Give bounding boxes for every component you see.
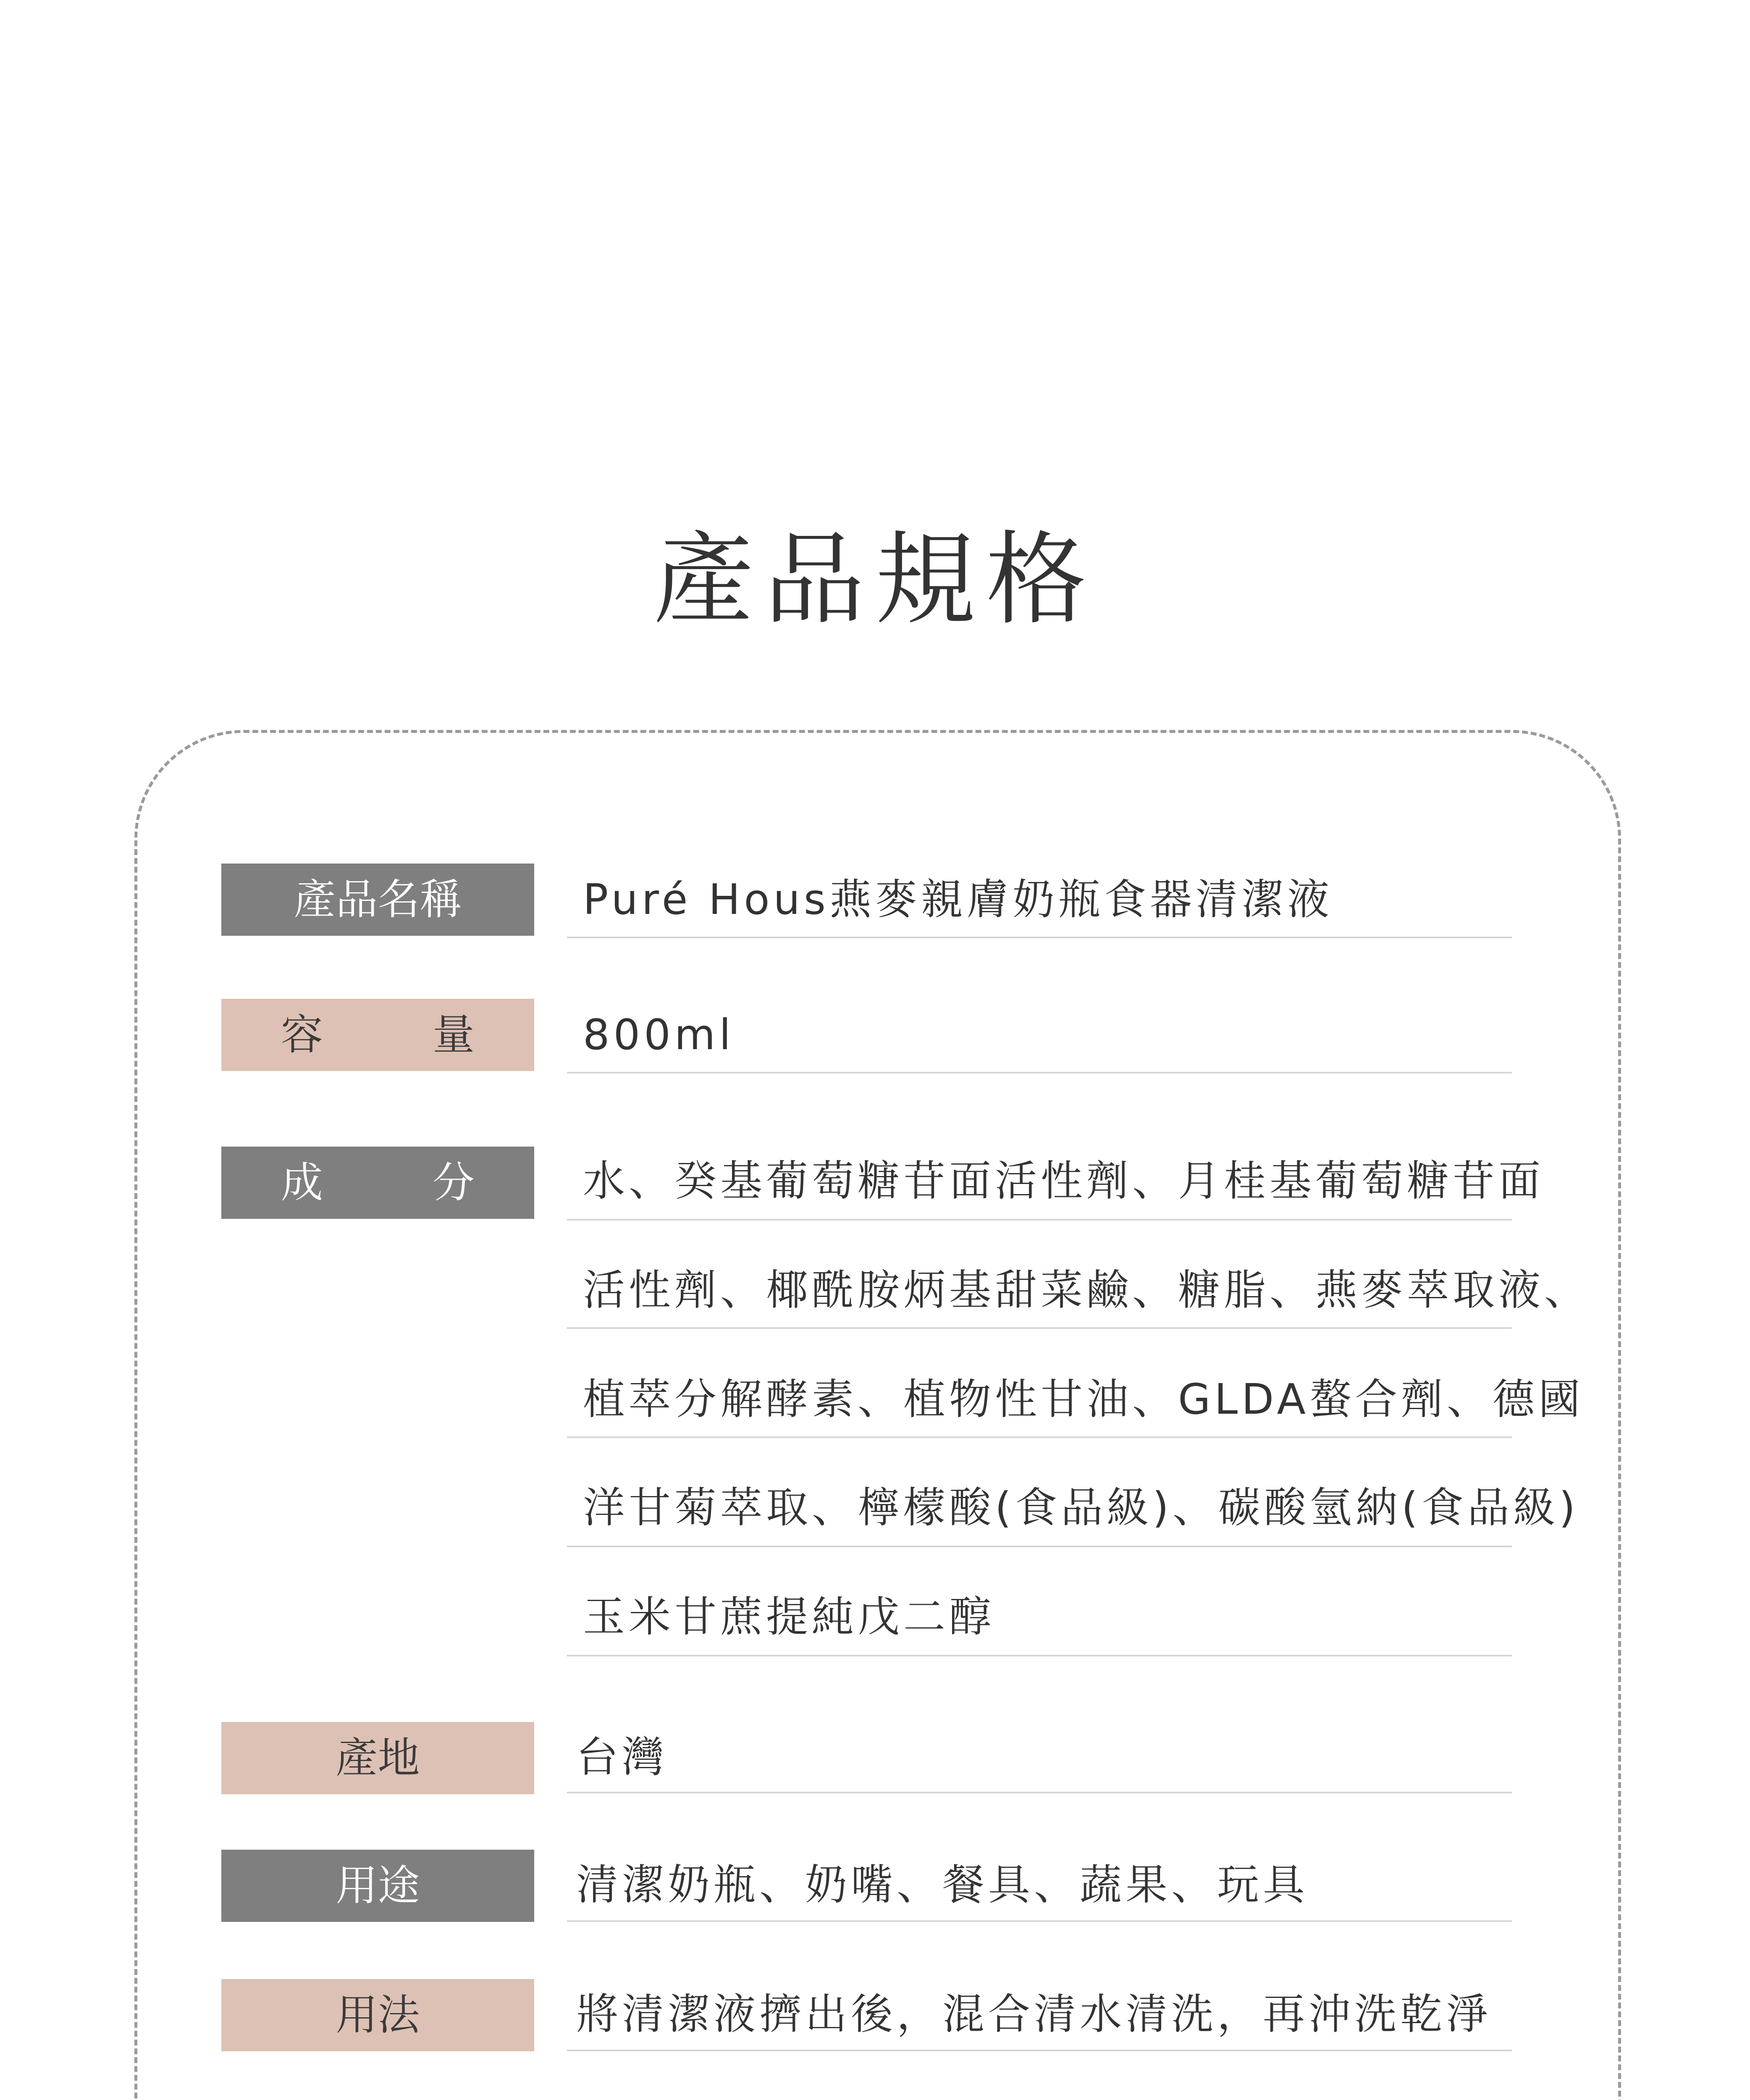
divider-ingredients-1 [567,1112,1512,1221]
value-ingredients-line-5: 玉米甘蔗提純戊二醇 [583,1592,995,1641]
label-ingredients-left: 成 [281,1158,323,1207]
divider-ingredients-2 [567,1221,1512,1329]
value-ingredients-line-3: 植萃分解酵素、植物性甘油、GLDA螯合劑、德國 [583,1375,1584,1424]
value-ingredients-line-4: 洋甘菊萃取、檸檬酸(食品級)、碳酸氫納(食品級) [583,1483,1579,1532]
divider-product-name [567,830,1512,938]
value-volume: 800ml [583,1010,735,1059]
label-ingredients [221,1147,534,1219]
label-usage: 用途 [221,1850,534,1922]
divider-instructions [567,1943,1512,2051]
divider-usage [567,1814,1512,1922]
value-origin: 台灣 [576,1732,668,1782]
value-product-name: Puré Hous燕麥親膚奶瓶食器清潔液 [583,875,1333,924]
label-origin: 產地 [221,1722,534,1794]
value-ingredients-line-1: 水、癸基葡萄糖苷面活性劑、月桂基葡萄糖苷面 [583,1156,1544,1205]
value-instructions: 將清潔液擠出後，混合清水清洗，再沖洗乾淨 [576,1990,1492,2039]
divider-ingredients-5 [567,1548,1512,1656]
divider-ingredients-4 [567,1439,1512,1547]
label-volume-left: 容 [281,1010,323,1059]
label-instructions: 用法 [221,1979,534,2051]
label-volume-right: 量 [433,1010,475,1059]
page-title: 產品規格 [653,521,1097,638]
value-usage: 清潔奶瓶、奶嘴、餐具、蔬果、玩具 [576,1860,1309,1909]
divider-ingredients-3 [567,1330,1512,1438]
divider-origin [567,1685,1512,1793]
value-ingredients-line-2: 活性劑、椰酰胺炳基甜菜鹼、糖脂、燕麥萃取液、 [583,1265,1590,1315]
label-ingredients-right: 分 [433,1158,475,1207]
divider-volume [567,965,1512,1074]
label-product-name: 產品名稱 [221,864,534,936]
label-volume [221,999,534,1071]
